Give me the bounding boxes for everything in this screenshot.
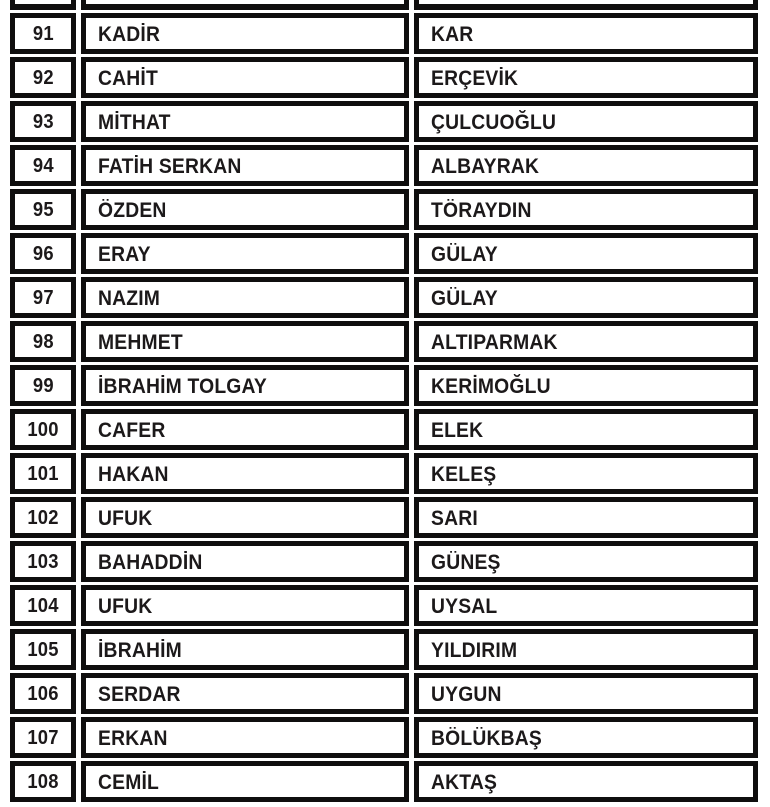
table-row	[10, 541, 770, 582]
first-name-cell	[81, 585, 409, 626]
table-row	[10, 321, 770, 362]
last-name: UYSAL	[431, 594, 498, 618]
row-number-cell	[10, 321, 76, 362]
row-number-cell	[10, 409, 76, 450]
table-row	[10, 233, 770, 274]
row-number-cell	[10, 629, 76, 670]
table-row	[10, 189, 770, 230]
table-row	[10, 717, 770, 758]
first-name-cell	[81, 761, 409, 802]
table-row	[10, 673, 770, 714]
last-name: TÖRAYDIN	[431, 198, 532, 222]
first-name-cell	[81, 409, 409, 450]
first-name: CAFER	[98, 418, 166, 442]
table-body	[10, 13, 770, 802]
first-name-cell	[81, 365, 409, 406]
row-number-cell	[10, 189, 76, 230]
first-name: UFUK	[98, 594, 153, 618]
last-name: ALTIPARMAK	[431, 330, 558, 354]
row-number: 97	[32, 287, 54, 309]
row-number-cell	[10, 277, 76, 318]
partial-number-cell	[10, 0, 76, 10]
first-name-cell	[81, 101, 409, 142]
table-row	[10, 101, 770, 142]
last-name: YILDIRIM	[431, 638, 518, 662]
row-number-cell	[10, 365, 76, 406]
first-name-cell	[81, 673, 409, 714]
first-name: HAKAN	[98, 462, 169, 486]
first-name-cell	[81, 453, 409, 494]
last-name: ERÇEVİK	[431, 66, 519, 90]
last-name-cell	[414, 13, 758, 54]
last-name: AKTAŞ	[431, 770, 498, 794]
row-number: 102	[27, 507, 59, 529]
row-number: 105	[27, 639, 59, 661]
row-number: 93	[32, 111, 54, 133]
table-row	[10, 145, 770, 186]
last-name-cell	[414, 189, 758, 230]
row-number: 101	[27, 463, 59, 485]
last-name-cell	[414, 717, 758, 758]
last-name-cell	[414, 409, 758, 450]
first-name-cell	[81, 233, 409, 274]
table-row	[10, 585, 770, 626]
table-row	[10, 409, 770, 450]
row-number: 108	[27, 771, 59, 793]
table-row	[10, 761, 770, 802]
first-name: ERAY	[98, 242, 151, 266]
first-name-cell	[81, 57, 409, 98]
last-name-cell	[414, 365, 758, 406]
last-name-cell	[414, 541, 758, 582]
first-name: ÖZDEN	[98, 198, 167, 222]
row-number-cell	[10, 13, 76, 54]
first-name: MİTHAT	[98, 110, 171, 134]
row-number-cell	[10, 717, 76, 758]
first-name-cell	[81, 497, 409, 538]
first-name: CEMİL	[98, 770, 160, 794]
first-name: BAHADDİN	[98, 550, 203, 574]
table-row	[10, 57, 770, 98]
row-number: 95	[32, 199, 54, 221]
last-name-cell	[414, 673, 758, 714]
last-name: KELEŞ	[431, 462, 497, 486]
row-number-cell	[10, 101, 76, 142]
last-name: GÜLAY	[431, 242, 498, 266]
row-number-cell	[10, 761, 76, 802]
first-name-cell	[81, 145, 409, 186]
first-name-cell	[81, 541, 409, 582]
first-name: ERKAN	[98, 726, 168, 750]
last-name-cell	[414, 585, 758, 626]
table-row	[10, 629, 770, 670]
last-name-cell	[414, 145, 758, 186]
table-row	[10, 13, 770, 54]
last-name: ÇULCUOĞLU	[431, 110, 557, 134]
last-name-cell	[414, 453, 758, 494]
row-number-cell	[10, 233, 76, 274]
last-name: SARI	[431, 506, 478, 530]
first-name: CAHİT	[98, 66, 158, 90]
row-number: 96	[32, 243, 54, 265]
table-row	[10, 497, 770, 538]
first-name: KADİR	[98, 22, 161, 46]
last-name: KAR	[431, 22, 474, 46]
first-name: İBRAHİM	[98, 638, 182, 662]
first-name-cell	[81, 717, 409, 758]
partial-last-name-cell	[414, 0, 758, 10]
first-name-cell	[81, 189, 409, 230]
row-number: 100	[27, 419, 59, 441]
last-name-cell	[414, 629, 758, 670]
row-number-cell	[10, 497, 76, 538]
row-number-cell	[10, 541, 76, 582]
partial-first-name-cell	[81, 0, 409, 10]
first-name: SERDAR	[98, 682, 181, 706]
first-name: UFUK	[98, 506, 153, 530]
partial-row-top	[10, 0, 770, 10]
first-name: FATİH SERKAN	[98, 154, 242, 178]
first-name: MEHMET	[98, 330, 183, 354]
row-number: 98	[32, 331, 54, 353]
last-name: GÜNEŞ	[431, 550, 501, 574]
row-number-cell	[10, 585, 76, 626]
row-number: 99	[32, 375, 54, 397]
last-name-cell	[414, 497, 758, 538]
last-name-cell	[414, 277, 758, 318]
last-name-cell	[414, 761, 758, 802]
row-number-cell	[10, 145, 76, 186]
table-row	[10, 453, 770, 494]
row-number: 94	[32, 155, 54, 177]
first-name: NAZIM	[98, 286, 161, 310]
last-name-cell	[414, 57, 758, 98]
first-name-cell	[81, 629, 409, 670]
last-name: UYGUN	[431, 682, 502, 706]
row-number-cell	[10, 453, 76, 494]
row-number: 103	[27, 551, 59, 573]
row-number: 104	[27, 595, 59, 617]
first-name-cell	[81, 13, 409, 54]
last-name-cell	[414, 321, 758, 362]
last-name: ALBAYRAK	[431, 154, 540, 178]
row-number: 107	[27, 727, 59, 749]
first-name-cell	[81, 277, 409, 318]
last-name-cell	[414, 233, 758, 274]
first-name-cell	[81, 321, 409, 362]
table-row	[10, 365, 770, 406]
last-name-cell	[414, 101, 758, 142]
row-number: 92	[32, 67, 54, 89]
last-name: KERİMOĞLU	[431, 374, 551, 398]
last-name: ELEK	[431, 418, 484, 442]
row-number-cell	[10, 57, 76, 98]
row-number: 91	[32, 23, 54, 45]
first-name: İBRAHİM TOLGAY	[98, 374, 267, 398]
last-name: BÖLÜKBAŞ	[431, 726, 542, 750]
row-number-cell	[10, 673, 76, 714]
table-row	[10, 277, 770, 318]
row-number: 106	[27, 683, 59, 705]
last-name: GÜLAY	[431, 286, 498, 310]
